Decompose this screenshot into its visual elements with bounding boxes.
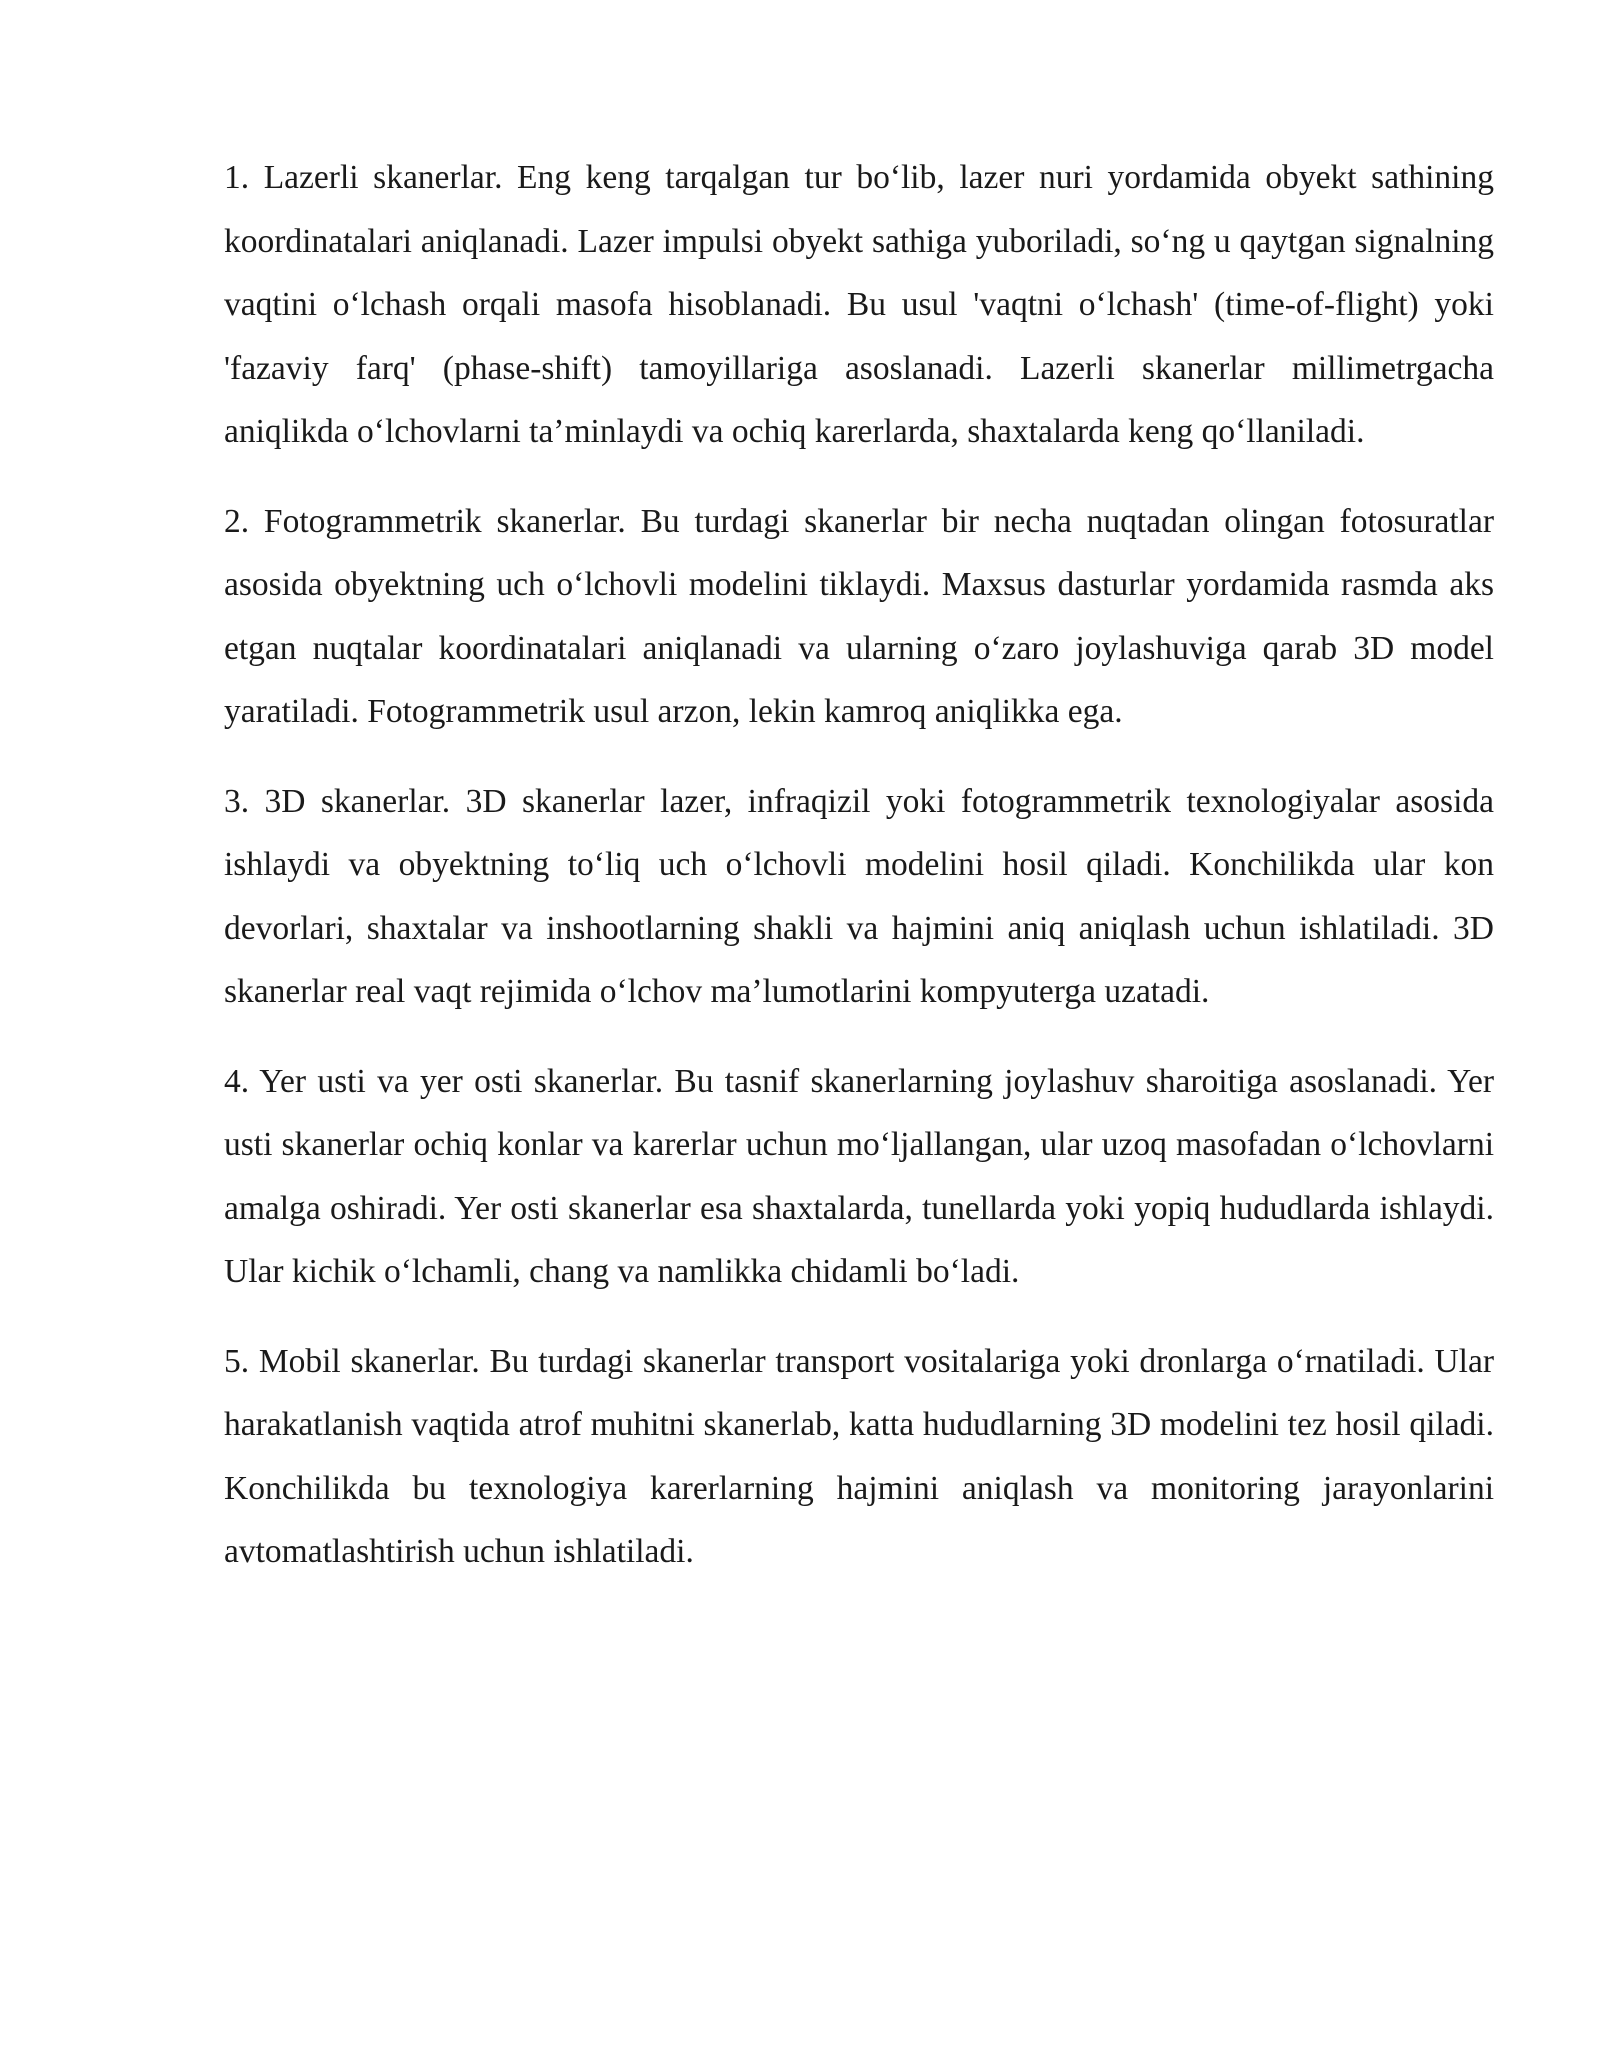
paragraph-surface-underground-scanners: 4. Yer usti va yer osti skanerlar. Bu tasnif skanerlarning joylashuv sharoitiga asoslanadi. Yer usti skanerlar ochiq konlar va karerlar uchun mo‘ljallangan, ular uzoq masofadan o‘lchovlarni amalga oshiradi. Yer osti skanerlar esa shaxtalarda, tunellarda yoki yopiq hududlarda ishlaydi. Ular kichik o‘lchamli, chang va namlikka chidamli bo‘ladi. (224, 1062, 1494, 1290)
paragraph-photogrammetric-scanners: 2. Fotogrammetrik skanerlar. Bu turdagi skanerlar bir necha nuqtadan olingan fotosuratlar asosida obyektning uch o‘lchovli modelini tiklaydi. Maxsus dasturlar yordamida rasmda aks etgan nuqtalar koordinatalari aniqlanadi va ularning o‘zaro joylashuviga qarab 3D model yaratiladi. Fotogrammetrik usul arzon, lekin kamroq aniqlikka ega. (224, 502, 1494, 730)
paragraph-laser-scanners: 1. Lazerli skanerlar. Eng keng tarqalgan tur bo‘lib, lazer nuri yordamida obyekt sathining koordinatalari aniqlanadi. Lazer impulsi obyekt sathiga yuboriladi, so‘ng u qaytgan signalning vaqtini o‘lchash orqali masofa hisoblanadi. Bu usul 'vaqtni o‘lchash' (time-of-flight) yoki 'fazaviy farq' (phase-shift) tamoyillariga asoslanadi. Lazerli skanerlar millimetrgacha aniqlikda o‘lchovlarni ta’minlaydi va ochiq karerlarda, shaxtalarda keng qo‘llaniladi. (224, 159, 1494, 450)
paragraph-3d-scanners: 3. 3D skanerlar. 3D skanerlar lazer, infraqizil yoki fotogrammetrik texnologiyalar asosida ishlaydi va obyektning to‘liq uch o‘lchovli modelini hosil qiladi. Konchilikda ular kon devorlari, shaxtalar va inshootlarning shakli va hajmini aniq aniqlash uchun ishlatiladi. 3D skanerlar real vaqt rejimida o‘lchov ma’lumotlarini kompyuterga uzatadi. (224, 782, 1494, 1010)
paragraph-mobile-scanners: 5. Mobil skanerlar. Bu turdagi skanerlar transport vositalariga yoki dronlarga o‘rnatiladi. Ular harakatlanish vaqtida atrof muhitni skanerlab, katta hududlarning 3D modelini tez hosil qiladi. Konchilikda bu texnologiya karerlarning hajmini aniqlash va monitoring jarayonlarini avtomatlashtirish uchun ishlatiladi. (224, 1342, 1494, 1570)
document-body (224, 146, 1494, 1610)
